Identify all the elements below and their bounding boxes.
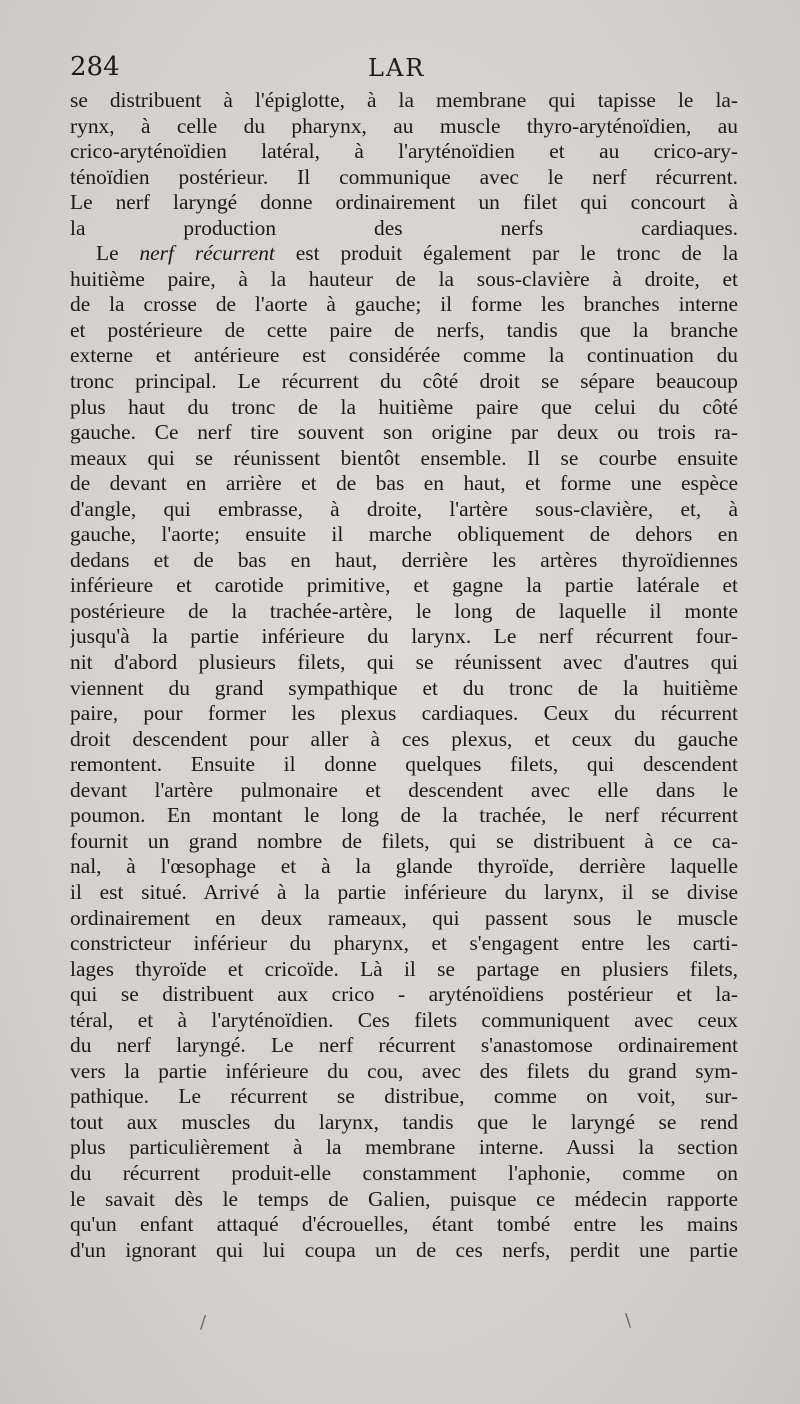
text-line: qu'un enfant attaqué d'écrouelles, étant tombé entre les mains (70, 1212, 738, 1237)
text-line: ténoïdien postérieur. Il communique avec le nerf récurrent. (70, 164, 738, 189)
text-line: externe et antérieure est considérée comme la continuation du (70, 343, 738, 368)
text-line: du nerf laryngé. Le nerf récurrent s'anastomose ordinairement (70, 1033, 738, 1058)
running-head: LAR (368, 54, 426, 82)
text-line: d'angle, qui embrasse, à droite, l'artère sous-clavière, et, à (70, 496, 738, 521)
text-line: meaux qui se réunissent bientôt ensemble. Il se courbe ensuite (70, 445, 738, 470)
text-line: constricteur inférieur du pharynx, et s'engagent entre les carti- (70, 931, 738, 956)
text-line: Le nerf laryngé donne ordinairement un filet qui concourt à (70, 190, 738, 215)
text-run: est produit également par le tronc de la (274, 241, 738, 266)
text-line: il est situé. Arrivé à la partie inférieure du larynx, il se divise (70, 879, 738, 904)
text-line: d'un ignorant qui lui coupa un de ces nerfs, perdit une partie (70, 1237, 738, 1262)
text-line: téral, et à l'aryténoïdien. Ces filets communiquent avec ceux (70, 1007, 738, 1032)
text-line: fournit un grand nombre de filets, qui se distribuent à ce ca- (70, 828, 738, 853)
text-line: viennent du grand sympathique et du tronc de la huitième (70, 675, 738, 700)
text-line: jusqu'à la partie inférieure du larynx. Le nerf récurrent four- (70, 624, 738, 649)
text-line: rynx, à celle du pharynx, au muscle thyro-aryténoïdien, au (70, 113, 738, 138)
text-line: plus particulièrement à la membrane interne. Aussi la section (70, 1135, 738, 1160)
page-number: 284 (70, 52, 120, 82)
text-line: de devant en arrière et de bas en haut, et forme une espèce (70, 471, 738, 496)
text-line: devant l'artère pulmonaire et descendent avec elle dans le (70, 777, 738, 802)
text-line: crico-aryténoïdien latéral, à l'aryténoïdien et au crico-ary- (70, 139, 738, 164)
text-line: nal, à l'œsophage et à la glande thyroïde, derrière laquelle (70, 854, 738, 879)
text-line: postérieure de la trachée-artère, le long de laquelle il monte (70, 598, 738, 623)
text-line: remontent. Ensuite il donne quelques filets, qui descendent (70, 752, 738, 777)
page-header (70, 52, 740, 88)
text-line: qui se distribuent aux crico - aryténoïdiens postérieur et la- (70, 982, 738, 1007)
text-line: inférieure et carotide primitive, et gagne la partie latérale et (70, 573, 738, 598)
text-line: plus haut du tronc de la huitième paire que celui du côté (70, 394, 738, 419)
text-line: se distribuent à l'épiglotte, à la membrane qui tapisse le la- (70, 88, 738, 112)
italic-term: nerf récurrent (139, 241, 275, 266)
text-line: du récurrent produit-elle constamment l'aphonie, comme on (70, 1160, 738, 1185)
paper-speck: / (200, 1312, 207, 1333)
text-line: lages thyroïde et cricoïde. Là il se partage en plusiers filets, (70, 956, 738, 981)
text-line: de la crosse de l'aorte à gauche; il forme les branches interne (70, 292, 738, 317)
text-line: la production des nerfs cardiaques. (70, 215, 738, 240)
text-line (70, 241, 738, 267)
text-line: gauche. Ce nerf tire souvent son origine par deux ou trois ra- (70, 420, 738, 445)
text-line: huitième paire, à la hauteur de la sous-clavière à droite, et (70, 266, 738, 291)
body-text (70, 88, 738, 1263)
text-line: gauche, l'aorte; ensuite il marche obliquement de dehors en (70, 522, 738, 547)
text-run: Le (96, 241, 140, 266)
text-line: pathique. Le récurrent se distribue, comme on voit, sur- (70, 1084, 738, 1109)
paper-speck: \ (625, 1310, 632, 1331)
text-line: droit descendent pour aller à ces plexus, et ceux du gauche (70, 726, 738, 751)
text-line: ordinairement en deux rameaux, qui passent sous le muscle (70, 905, 738, 930)
text-line: et postérieure de cette paire de nerfs, tandis que la branche (70, 317, 738, 342)
text-line: tout aux muscles du larynx, tandis que le laryngé se rend (70, 1109, 738, 1134)
text-line: le savait dès le temps de Galien, puisque ce médecin rapporte (70, 1186, 738, 1211)
text-line: poumon. En montant le long de la trachée, le nerf récurrent (70, 803, 738, 828)
text-line: dedans et de bas en haut, derrière les artères thyroïdiennes (70, 547, 738, 572)
text-line: nit d'abord plusieurs filets, qui se réunissent avec d'autres qui (70, 650, 738, 675)
text-line: paire, pour former les plexus cardiaques. Ceux du récurrent (70, 701, 738, 726)
text-line: vers la partie inférieure du cou, avec des filets du grand sym- (70, 1058, 738, 1083)
text-line: tronc principal. Le récurrent du côté droit se sépare beaucoup (70, 369, 738, 394)
